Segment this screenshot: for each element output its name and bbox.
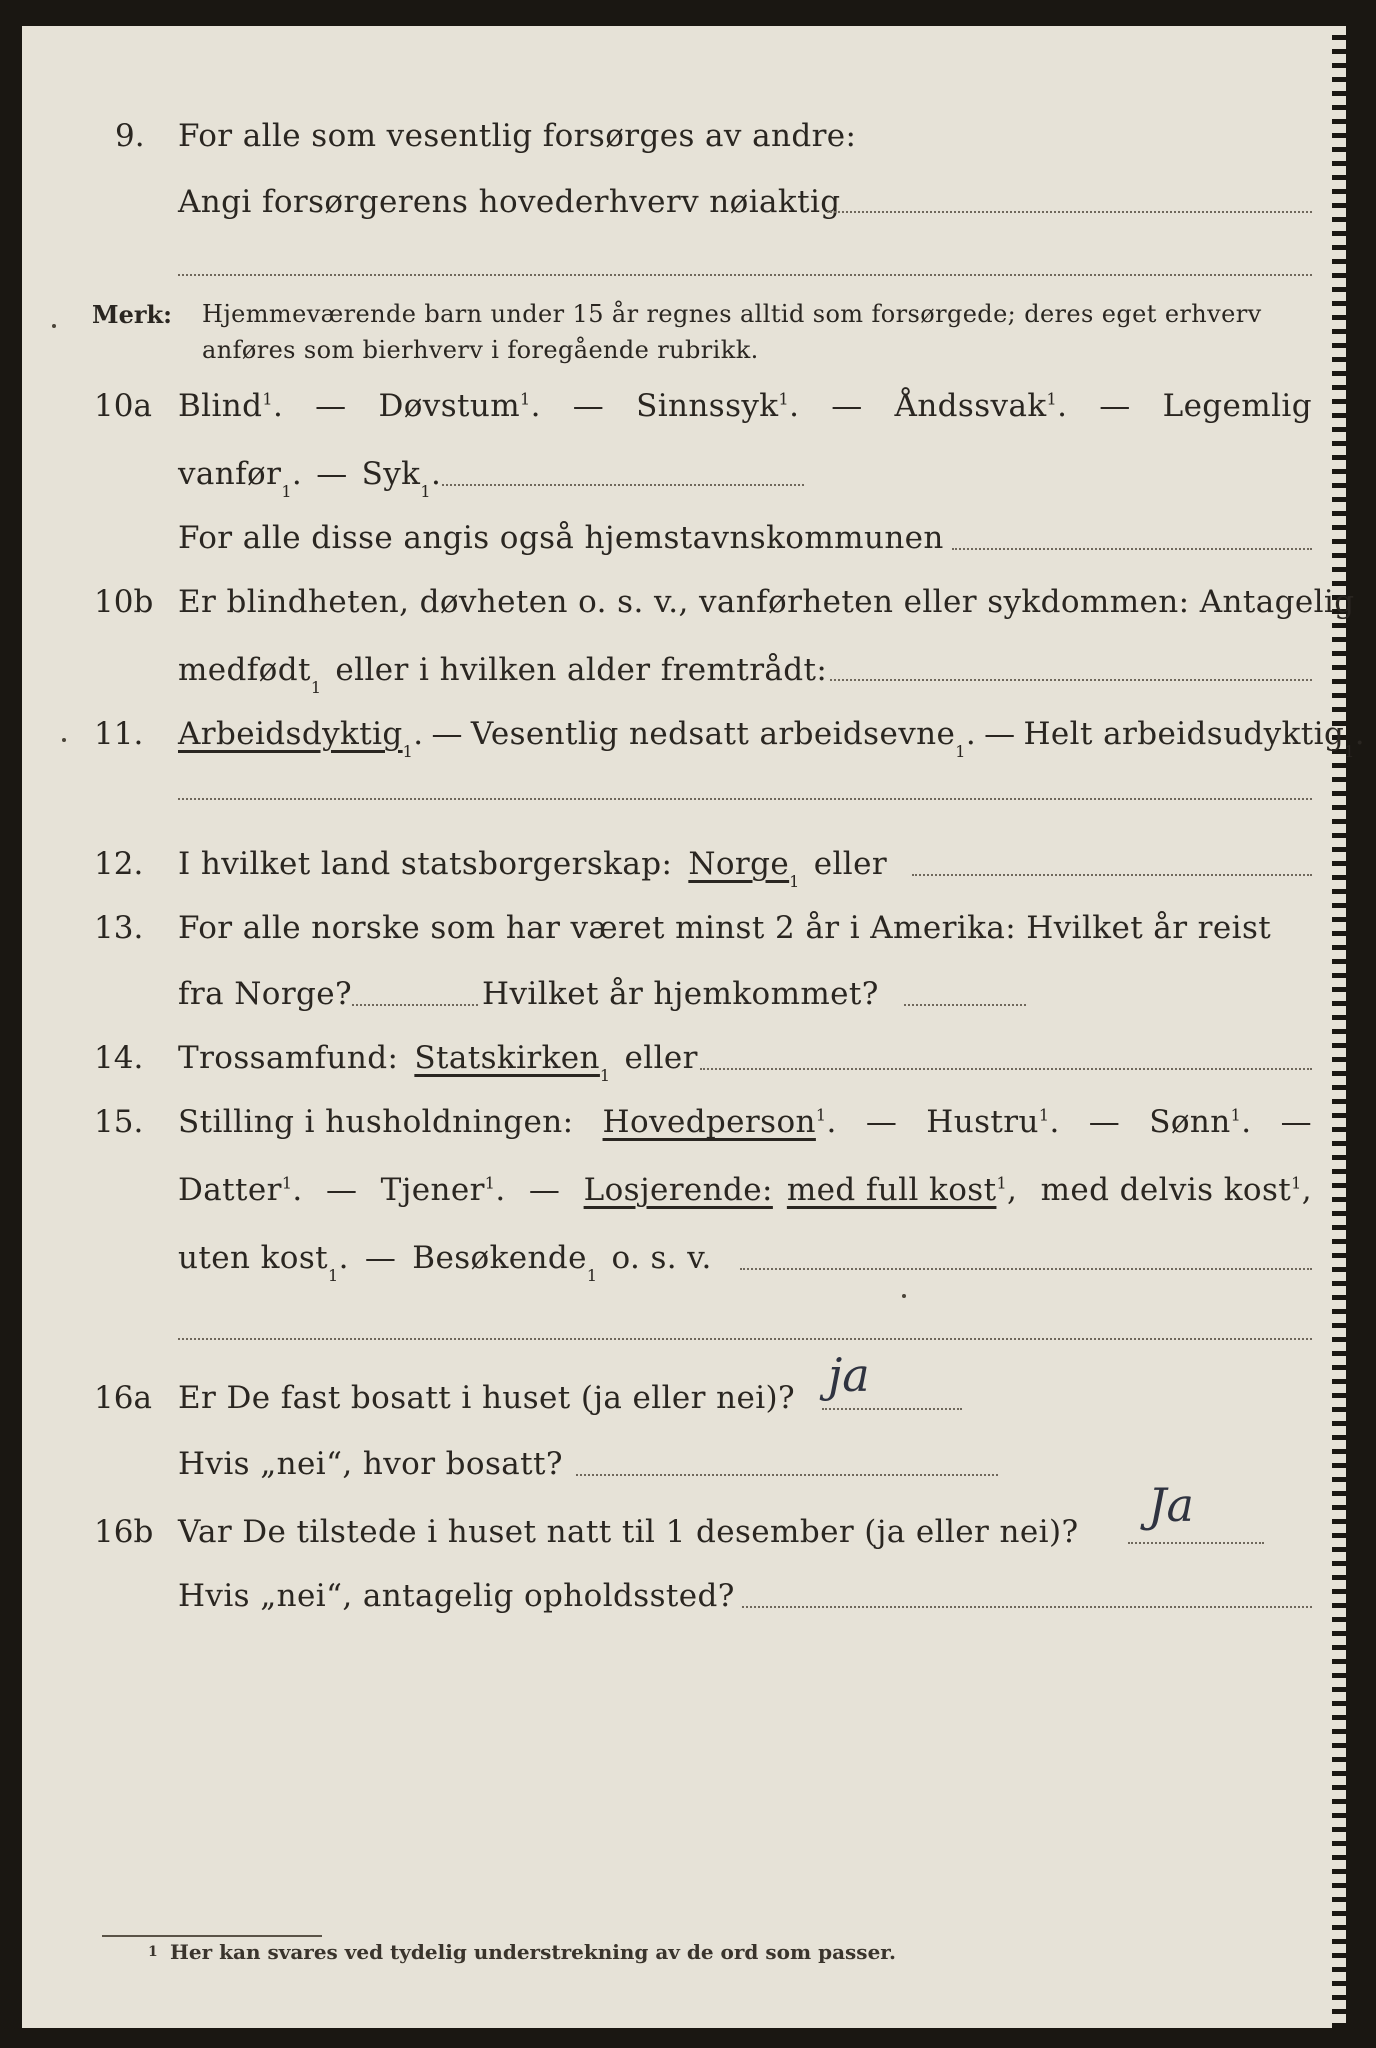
option-fullkost-underlined[interactable]: med full kost xyxy=(786,1172,997,1208)
option-syk[interactable]: Syk xyxy=(361,456,421,492)
period: . xyxy=(413,716,424,752)
q16a-bosatt-field[interactable] xyxy=(576,1474,998,1476)
q16a-number: 16a xyxy=(94,1380,152,1416)
q12-answer-line[interactable] xyxy=(912,874,1312,876)
period: . xyxy=(1049,1104,1060,1140)
q13-hjemkommet-label: Hvilket år hjemkommet? xyxy=(482,976,879,1012)
q10b-line2-text: eller i hvilken alder fremtrådt: xyxy=(335,652,828,688)
q9-line2 xyxy=(178,184,841,220)
q15-hovedperson xyxy=(603,1104,837,1140)
q15-osv: o. s. v. xyxy=(611,1240,712,1276)
q10a-dovstum xyxy=(378,388,540,424)
footnote-ref: 1 xyxy=(1038,1105,1050,1125)
q14-answer-line[interactable] xyxy=(700,1068,1312,1070)
q10a-line3-text: For alle disse angis også hjemstavnskommunen xyxy=(178,520,944,556)
separator-dash: — xyxy=(865,1104,898,1140)
separator-dash: — xyxy=(316,456,348,492)
footnote-ref: 1 xyxy=(996,1173,1008,1193)
q15-datter xyxy=(178,1172,303,1208)
q11-line: Arbeidsdyktig 1 . — Vesentlig nedsatt arbeidsevne 1 . — Helt arbeidsudyktig 1 . xyxy=(178,716,1366,761)
footnote-ref: 1 xyxy=(778,389,790,409)
q16b-handwritten-answer: Ja xyxy=(1148,1478,1194,1532)
option-losjerende-underlined[interactable]: Losjerende: xyxy=(583,1172,773,1208)
q9-line1 xyxy=(178,118,856,154)
period: . xyxy=(292,1172,303,1208)
q10a-sinnssyk xyxy=(636,388,799,424)
q10a-blind xyxy=(178,388,283,424)
q13-line1 xyxy=(178,910,1271,946)
footnote-ref: 1 xyxy=(1230,1105,1242,1125)
separator-dash: — xyxy=(572,388,605,424)
separator-dash: — xyxy=(528,1172,561,1208)
q10a-hjemstavn-line[interactable] xyxy=(952,548,1312,550)
q10b-line2: medfødt 1 eller i hvilken alder fremtrådt: xyxy=(178,652,828,697)
q16a-line1 xyxy=(178,1380,795,1416)
separator-dash: — xyxy=(1088,1104,1121,1140)
census-form-page xyxy=(22,26,1366,2028)
q16a-handwritten-answer: ja xyxy=(828,1348,870,1402)
q15-tjener xyxy=(381,1172,506,1208)
merk-line2 xyxy=(202,336,759,364)
q15-losjerende: Losjerende: med full kost$^1$, xyxy=(583,1172,1018,1208)
q13-number: 13. xyxy=(94,910,144,946)
q12-line: I hvilket land statsborgerskap: Norge 1 eller xyxy=(178,846,888,891)
q12-number: 12. xyxy=(94,846,144,882)
footnote-mark: 1 xyxy=(148,1944,158,1960)
q12-text: I hvilket land statsborgerskap: xyxy=(178,846,673,882)
q10a-line3 xyxy=(178,520,944,556)
q16a-line2-text: Hvis „nei“, hvor bosatt? xyxy=(178,1446,563,1482)
q13-reist-field[interactable] xyxy=(352,1004,478,1006)
footnote-ref: 1 xyxy=(815,1105,827,1125)
q15-text: Stilling i husholdningen: xyxy=(178,1104,574,1140)
q11-number: 11. xyxy=(94,716,144,752)
period: . xyxy=(1241,1104,1252,1140)
merk-line2-text: anføres som bierhverv i foregående rubrikk. xyxy=(202,336,759,364)
option-sinnssyk[interactable]: Sinnssyk xyxy=(636,388,779,424)
option-besokende[interactable]: Besøkende xyxy=(412,1240,587,1276)
period: . xyxy=(291,456,303,492)
option-datter[interactable]: Datter xyxy=(178,1172,282,1208)
q10a-andssvak xyxy=(895,388,1068,424)
q11-answer-line[interactable] xyxy=(178,798,1312,800)
q16a-answer-field[interactable] xyxy=(822,1408,962,1410)
footnote-ref: 1 xyxy=(1046,389,1058,409)
option-hustru[interactable]: Hustru xyxy=(926,1104,1039,1140)
period: . xyxy=(530,388,541,424)
option-nedsatt-arbeidsevne[interactable]: Vesentlig nedsatt arbeidsevne xyxy=(470,716,956,752)
merk-line1-text: Hjemmeværende barn under 15 år regnes alltid som forsørgede; deres eget erhverv xyxy=(202,300,1262,328)
separator-dash: — xyxy=(1280,1104,1312,1140)
q9-answer-line-2[interactable] xyxy=(178,274,1312,276)
q15-line1 xyxy=(178,1104,1312,1140)
q16b-line2-text: Hvis „nei“, antagelig opholdssted? xyxy=(178,1578,735,1614)
option-statskirken-underlined[interactable]: Statskirken xyxy=(414,1040,600,1076)
perforated-edge xyxy=(1332,26,1346,2028)
footnote-ref: 1 xyxy=(281,1173,293,1193)
q15-answer-line-2[interactable] xyxy=(178,1338,1312,1340)
q16b-line2 xyxy=(178,1578,735,1614)
q15-line3: uten kost 1 . — Besøkende 1 o. s. v. xyxy=(178,1240,712,1285)
q10a-line2: vanfør 1 . — Syk 1 . xyxy=(178,456,442,501)
option-uten-kost[interactable]: uten kost xyxy=(178,1240,329,1276)
q13-hjemkommet-field[interactable] xyxy=(904,1004,1026,1006)
q10a-line1 xyxy=(178,388,1312,424)
q13-reist-label: fra Norge? xyxy=(178,976,353,1012)
separator-dash: — xyxy=(431,716,463,752)
separator-dash: — xyxy=(315,388,347,424)
merk-label: Merk: xyxy=(92,300,172,329)
period: . xyxy=(495,1172,506,1208)
q15-sonn xyxy=(1149,1104,1251,1140)
q15-delvis: med delvis kost$^1$, xyxy=(1040,1172,1312,1208)
footnote-ref: 1 xyxy=(1291,1173,1302,1193)
q10b-line1 xyxy=(178,584,1354,620)
q9-line2-text: Angi forsørgerens hovederhverv nøiaktig xyxy=(178,184,841,220)
q14-text: Trossamfund: xyxy=(178,1040,399,1076)
q13-line1-text: For alle norske som har været minst 2 år i Amerika: Hvilket år reist xyxy=(178,910,1272,946)
q9-line1-text: For alle som vesentlig forsørges av andre: xyxy=(178,118,857,154)
q14-eller: eller xyxy=(624,1040,698,1076)
q10a-answer-line[interactable] xyxy=(442,484,804,486)
q12-eller: eller xyxy=(813,846,888,882)
separator-dash: — xyxy=(325,1172,358,1208)
q13-line2 xyxy=(178,976,879,1012)
q16b-line1-text: Var De tilstede i huset natt til 1 desember (ja eller nei)? xyxy=(178,1514,1079,1550)
period: . xyxy=(273,388,284,424)
separator-dash: — xyxy=(984,716,1016,752)
q15-line2 xyxy=(178,1172,1312,1208)
q16b-opholdssted-field[interactable] xyxy=(742,1606,1312,1608)
q15-hustru xyxy=(926,1104,1059,1140)
q15-answer-line[interactable] xyxy=(740,1268,1312,1270)
period: . xyxy=(1354,716,1366,752)
option-andssvak[interactable]: Åndssvak xyxy=(894,388,1047,424)
q10b-number: 10b xyxy=(94,584,154,620)
option-delvis-kost[interactable]: med delvis kost xyxy=(1040,1172,1292,1208)
period: . xyxy=(826,1104,837,1140)
option-tjener[interactable]: Tjener xyxy=(380,1172,485,1208)
separator-dash: — xyxy=(364,1240,397,1276)
separator-dash: — xyxy=(1099,388,1131,424)
option-dovstum[interactable]: Døvstum xyxy=(378,388,521,424)
q16b-answer-field[interactable] xyxy=(1128,1542,1264,1544)
q10b-line1-text: Er blindheten, døvheten o. s. v., vanførheten eller sykdommen: Antagelig xyxy=(178,584,1355,620)
period: . xyxy=(789,388,800,424)
period: . xyxy=(1057,388,1068,424)
q14-line: Trossamfund: Statskirken 1 eller xyxy=(178,1040,698,1085)
q16a-line2 xyxy=(178,1446,563,1482)
q9-number: 9. xyxy=(115,118,145,154)
footnote-ref: 1 xyxy=(484,1173,496,1193)
merk-line1 xyxy=(202,300,1262,328)
q16b-number: 16b xyxy=(94,1514,154,1550)
footnote-ref: 1 xyxy=(262,389,274,409)
separator-dash: — xyxy=(831,388,863,424)
footnote-text: Her kan svares ved tydelig understrekning av de ord som passer. xyxy=(170,1940,896,1964)
ink-dot xyxy=(902,1294,906,1298)
period: . xyxy=(430,456,442,492)
q10a-number: 10a xyxy=(94,388,152,424)
option-norge-underlined[interactable]: Norge xyxy=(688,846,790,882)
option-arbeidsdyktig-underlined[interactable]: Arbeidsdyktig xyxy=(178,716,403,752)
option-vanfor[interactable]: vanfør xyxy=(178,456,282,492)
margin-dot xyxy=(62,738,66,742)
option-medfodt[interactable]: medfødt xyxy=(178,652,311,688)
q14-number: 14. xyxy=(94,1040,144,1076)
q16b-line1 xyxy=(178,1514,1078,1550)
q10b-answer-line[interactable] xyxy=(830,679,1312,681)
q16a-line1-text: Er De fast bosatt i huset (ja eller nei)? xyxy=(178,1380,796,1416)
q15-number: 15. xyxy=(94,1104,144,1140)
period: . xyxy=(965,716,977,752)
option-sonn[interactable]: Sønn xyxy=(1149,1104,1231,1140)
option-arbeidsudyktig[interactable]: Helt arbeidsudyktig xyxy=(1023,716,1345,752)
option-blind[interactable]: Blind xyxy=(178,388,263,424)
footnote-ref: 1 xyxy=(520,389,531,409)
margin-dot xyxy=(52,324,56,328)
q9-answer-line[interactable] xyxy=(827,211,1312,213)
period: . xyxy=(338,1240,349,1276)
option-hovedperson-underlined[interactable]: Hovedperson xyxy=(602,1104,816,1140)
footnote-rule xyxy=(102,1935,322,1937)
option-legemlig[interactable]: Legemlig xyxy=(1162,388,1312,424)
